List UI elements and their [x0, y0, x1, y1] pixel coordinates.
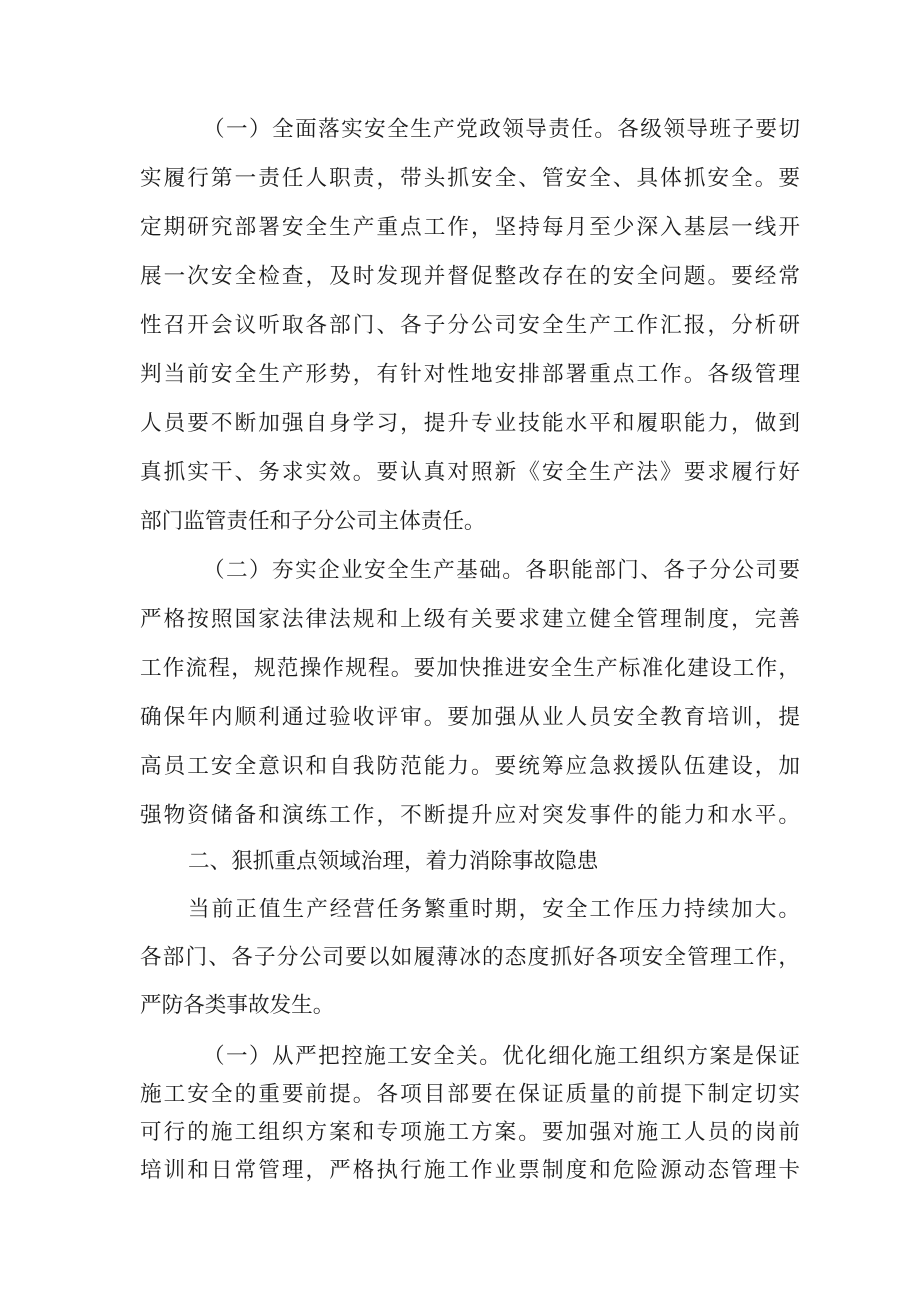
- paragraph-2-line-6: 强物资储备和演练工作，不断提升应对突发事件的能力和水平。: [140, 803, 800, 828]
- paragraph-3-line-2: 各部门、各子分公司要以如履薄冰的态度抓好各项安全管理工作，: [140, 945, 800, 970]
- paragraph-4-line-1: （一）从严把控施工安全关。优化细化施工组织方案是保证: [203, 1044, 800, 1069]
- paragraph-1-line-9: 部门监管责任和子分公司主体责任。: [140, 509, 486, 534]
- paragraph-4-line-3: 可行的施工组织方案和专项施工方案。要加强对施工人员的岗前: [140, 1120, 800, 1145]
- paragraph-4-line-2: 施工安全的重要前提。各项目部要在保证质量的前提下制定切实: [140, 1082, 800, 1107]
- paragraph-2-line-4: 确保年内顺利通过验收评审。要加强从业人员安全教育培训，提: [140, 705, 800, 730]
- section-heading: 二、狠抓重点领域治理，着力消除事故隐患: [188, 849, 599, 874]
- paragraph-2-line-1: （二）夯实企业安全生产基础。各职能部门、各子分公司要: [203, 558, 800, 583]
- paragraph-1-line-4: 展一次安全检查，及时发现并督促整改存在的安全问题。要经常: [140, 264, 800, 289]
- paragraph-2-line-5: 高员工安全意识和自我防范能力。要统筹应急救援队伍建设，加: [140, 754, 800, 779]
- paragraph-1-line-1: （一）全面落实安全生产党政领导责任。各级领导班子要切: [203, 117, 800, 142]
- paragraph-4-line-4: 培训和日常管理，严格执行施工作业票制度和危险源动态管理卡: [140, 1158, 800, 1183]
- paragraph-1-line-6: 判当前安全生产形势，有针对性地安排部署重点工作。各级管理: [140, 362, 800, 387]
- paragraph-3-line-1: 当前正值生产经营任务繁重时期，安全工作压力持续加大。: [188, 897, 800, 922]
- paragraph-2-line-3: 工作流程，规范操作规程。要加快推进安全生产标准化建设工作，: [140, 656, 800, 681]
- paragraph-1-line-3: 定期研究部署安全生产重点工作，坚持每月至少深入基层一线开: [140, 215, 800, 240]
- paragraph-1-line-8: 真抓实干、务求实效。要认真对照新《安全生产法》要求履行好: [140, 460, 800, 485]
- paragraph-3-line-3: 严防各类事故发生。: [140, 993, 335, 1018]
- paragraph-2-line-2: 严格按照国家法律法规和上级有关要求建立健全管理制度，完善: [140, 607, 800, 632]
- paragraph-1-line-2: 实履行第一责任人职责，带头抓安全、管安全、具体抓安全。要: [140, 166, 800, 191]
- paragraph-1-line-7: 人员要不断加强自身学习，提升专业技能水平和履职能力，做到: [140, 411, 800, 436]
- paragraph-1-line-5: 性召开会议听取各部门、各子分公司安全生产工作汇报，分析研: [140, 313, 800, 338]
